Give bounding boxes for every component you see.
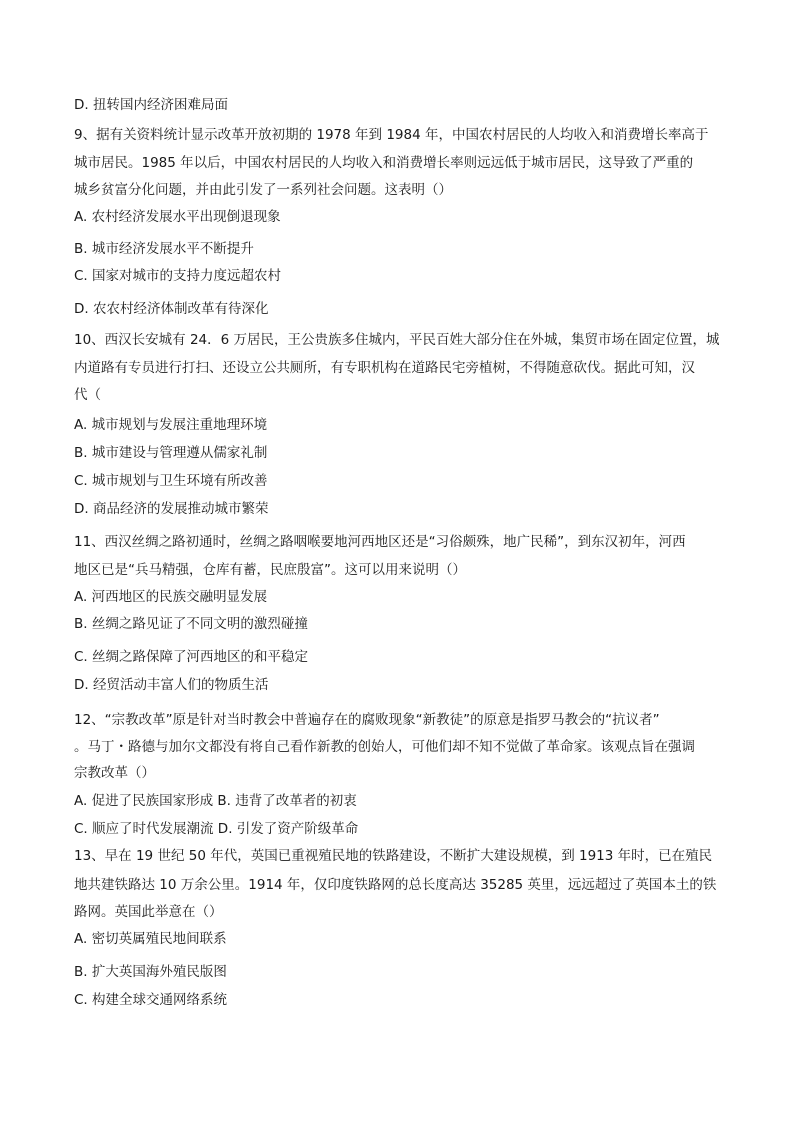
option-line: D. 扭转国内经济困难局面 (74, 97, 228, 113)
question-10-text: 内道路有专员进行打扫、还设立公共厕所，有专职机构在道路民宅旁植树，不得随意砍伐。据此可知，汉 (74, 360, 695, 376)
option-line: C. 顺应了时代发展潮流 D. 引发了资产阶级革命 (74, 821, 359, 837)
question-12-text: 宗教改革（） (74, 765, 155, 781)
option-line: B. 城市经济发展水平不断提升 (74, 241, 254, 257)
question-12-text: 12、“宗教改革”原是针对当时教会中普遍存在的腐败现象“新教徒”的原意是指罗马教会的“抗议者” (74, 712, 660, 728)
option-line: A. 农村经济发展水平出现倒退现象 (74, 209, 281, 225)
question-11-text: 11、西汉丝绸之路初通时，丝绸之路咽喉要地河西地区还是“习俗颇殊，地广民稀”，到东汉初年，河西 (74, 534, 686, 550)
option-line: C. 国家对城市的支持力度远超农村 (74, 268, 282, 284)
option-line: A. 城市规划与发展注重地理环境 (74, 417, 268, 433)
option-line: C. 构建全球交通网络系统 (74, 992, 228, 1008)
option-line: B. 丝绸之路见证了不同文明的激烈碰撞 (74, 616, 308, 632)
question-9-text: 城市居民。1985 年以后，中国农村居民的人均收入和消费增长率则远远低于城市居民，这导致了严重的 (74, 155, 694, 171)
option-line: A. 促进了民族国家形成 B. 违背了改革者的初衷 (74, 793, 357, 809)
question-10-text: 10、西汉长安城有 24．6 万居民，王公贵族多住城内，平民百姓大部分住在外城，集贸市场在固定位置，城 (74, 332, 720, 348)
question-13-text: 地共建铁路达 10 万余公里。1914 年，仅印度铁路网的总长度高达 35285 英里，远远超过了英国本土的铁 (74, 877, 717, 893)
question-13-text: 路网。英国此举意在（） (74, 904, 223, 920)
question-10-text: 代（ (74, 387, 101, 403)
question-12-text: 。马丁・路德与加尔文都没有将自己看作新教的创始人，可他们却不知不觉做了革命家。该观点旨在强调 (74, 739, 695, 755)
option-line: D. 商品经济的发展推动城市繁荣 (74, 501, 269, 517)
option-line: B. 扩大英国海外殖民版图 (74, 964, 227, 980)
question-11-text: 地区已是“兵马精强，仓库有蓄，民庶殷富”。这可以用来说明（） (74, 562, 466, 578)
option-line: A. 河西地区的民族交融明显发展 (74, 589, 268, 605)
question-13-text: 13、早在 19 世纪 50 年代，英国已重视殖民地的铁路建设，不断扩大建设规模，到 1913 年时，已在殖民 (74, 848, 713, 864)
option-line: D. 经贸活动丰富人们的物质生活 (74, 677, 269, 693)
option-line: D. 农农村经济体制改革有待深化 (74, 301, 269, 317)
option-line: C. 城市规划与卫生环境有所改善 (74, 473, 268, 489)
question-9-text: 9、据有关资料统计显示改革开放初期的 1978 年到 1984 年，中国农村居民的人均收入和消费增长率高于 (74, 127, 709, 143)
option-line: C. 丝绸之路保障了河西地区的和平稳定 (74, 649, 309, 665)
question-9-text: 城乡贫富分化问题，并由此引发了一系列社会问题。这表明（） (74, 182, 452, 198)
option-line: A. 密切英属殖民地间联系 (74, 931, 227, 947)
option-line: B. 城市建设与管理遵从儒家礼制 (74, 445, 268, 461)
